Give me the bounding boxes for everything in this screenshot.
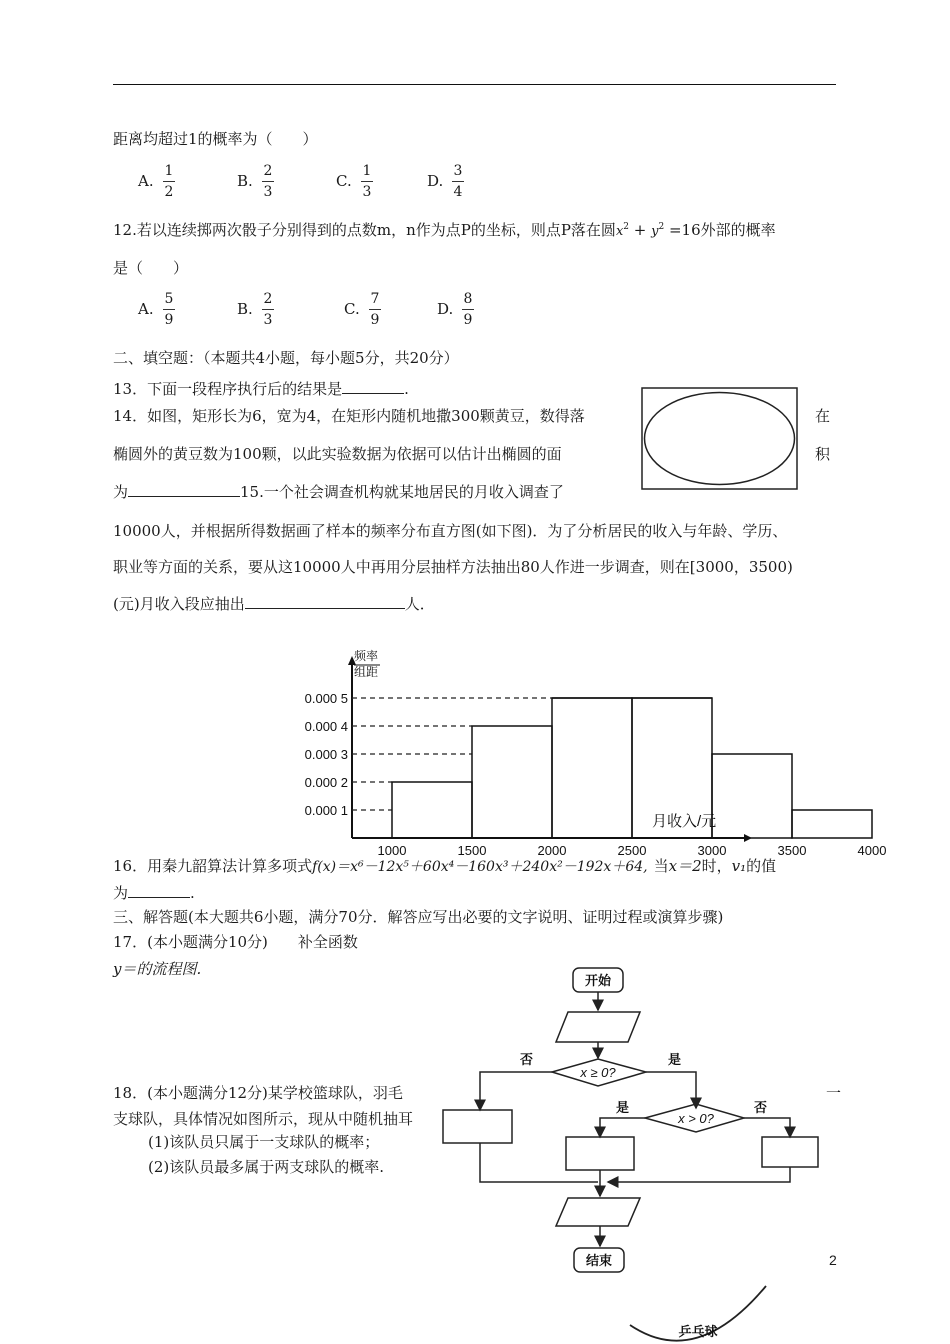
q15-line4: 10000人，并根据所得数据画了样本的频率分布直方图(如下图)．为了分析居民的收入与年龄、学历、 (113, 522, 788, 540)
q12-option-fraction (369, 290, 381, 329)
q12-text-end: =16外部的概率 (664, 221, 776, 239)
q17-line2: y＝的流程图. (113, 960, 202, 978)
x-tick-label: 2500 (617, 843, 647, 858)
q16-start: 16．用秦九韶算法计算多项式 (113, 857, 313, 875)
q12-line1 (113, 219, 776, 240)
numerator: 2 (263, 163, 273, 179)
y-axis-label-top: 频率 (354, 649, 379, 663)
q11-option-fraction (262, 162, 274, 201)
q11-option-label: B. (237, 172, 253, 190)
flow-edge (608, 1167, 790, 1182)
fraction-bar (262, 181, 274, 182)
y-tick-label: 0.000 5 (304, 691, 348, 706)
y-tick-label: 0.000 1 (304, 803, 348, 818)
denominator: 2 (164, 184, 174, 200)
q12-pow-y: 2 (658, 222, 665, 232)
y-axis-label-bottom: 组距 (354, 665, 379, 679)
denominator: 9 (463, 312, 473, 328)
histogram-bar (552, 698, 632, 838)
fraction-bar (262, 309, 274, 310)
x-tick-label: 3000 (697, 843, 727, 858)
flow-edge (480, 1143, 598, 1182)
numerator: 3 (453, 163, 463, 179)
q11-option-fraction (452, 162, 464, 201)
frequency-histogram (290, 640, 887, 860)
x-tick-label: 3500 (777, 843, 807, 858)
q13-text: 13．下面一段程序执行后的结果是 (113, 380, 343, 398)
q12-option-label: C. (344, 300, 360, 318)
fraction-bar (163, 181, 175, 182)
q12-plus: + (629, 221, 652, 239)
q12-line2: 是（ ） (113, 259, 189, 277)
x-tick-label: 2000 (537, 843, 567, 858)
q14-line3-start: 为 (113, 483, 129, 501)
q14-line3 (113, 481, 564, 502)
q15-start: 15.一个社会调查机构就某地居民的月收入调查了 (240, 483, 564, 501)
q18-line1-right: 一 (826, 1084, 842, 1102)
q11-option-label: C. (336, 172, 352, 190)
flow-end-label: 结束 (585, 1253, 613, 1268)
fraction-bar (452, 181, 464, 182)
q12-option-label: A. (138, 300, 154, 318)
fraction-bar (361, 181, 373, 182)
denominator: 4 (453, 184, 463, 200)
numerator: 1 (164, 163, 174, 179)
ellipse-in-rectangle-figure (641, 387, 799, 491)
denominator: 9 (164, 312, 174, 328)
fraction-bar (163, 309, 175, 310)
histogram-bar (392, 782, 472, 838)
y-tick-label: 0.000 4 (304, 719, 348, 734)
q16-tail: 的值 (746, 857, 777, 875)
q16-line2-end: . (190, 884, 195, 902)
histogram-bar (792, 810, 872, 838)
fraction-bar (369, 309, 381, 310)
q11-option-label: A. (138, 172, 154, 190)
flow-edge (744, 1118, 790, 1137)
denominator: 9 (370, 312, 380, 328)
flow-cond2-label: x > 0? (678, 1111, 714, 1126)
q15-line6-start: (元)月收入段应抽出 (113, 595, 245, 613)
y-tick-label: 0.000 2 (304, 775, 348, 790)
q15-line6-end: 人． (404, 595, 435, 613)
page-number: 2 (829, 1252, 837, 1268)
q15-answer-blank (245, 594, 405, 609)
q11-option-fraction (361, 162, 373, 201)
q11-option-label: D. (427, 172, 444, 190)
flow-edge (646, 1072, 696, 1108)
flow-no2-label: 否 (754, 1100, 768, 1115)
numerator: 7 (370, 291, 380, 307)
q13-end: . (404, 380, 409, 398)
q14-line2-right: 积 (815, 445, 831, 463)
q14-line1-right: 在 (815, 407, 831, 425)
q18-item1: (1)该队员只属于一支球队的概率； (148, 1133, 380, 1151)
section-solutions-heading: 三、解答题(本大题共6小题，满分70分．解答应写出必要的文字说明、证明过程或演算步骤) (113, 908, 724, 926)
q12-var-y: y (651, 224, 659, 239)
section-fill-in-heading: 二、填空题：（本题共4小题，每小题5分，共20分） (113, 349, 459, 367)
denominator: 3 (362, 184, 372, 200)
q14-line2: 椭圆外的黄豆数为100颗，以此实验数据为依据可以估计出椭圆的面 (113, 445, 562, 463)
q18-item2: (2)该队员最多属于两支球队的概率. (148, 1158, 385, 1176)
y-tick-label: 0.000 3 (304, 747, 348, 762)
ellipse (645, 393, 795, 485)
histogram-bar (472, 726, 552, 838)
denominator: 3 (263, 184, 273, 200)
flow-cond1-label: x ≥ 0? (580, 1065, 616, 1080)
q15-line6 (113, 593, 435, 614)
header-rule (113, 84, 836, 85)
flow-edge (480, 1072, 552, 1110)
flow-process-left (443, 1110, 512, 1143)
numerator: 8 (463, 291, 473, 307)
numerator: 2 (263, 291, 273, 307)
q12-var-x: x (615, 224, 624, 239)
denominator: 3 (263, 312, 273, 328)
q12-option-fraction (262, 290, 274, 329)
flow-start-label: 开始 (584, 973, 612, 988)
q18-line2: 支球队，具体情况如图所示，现从中随机抽耳 (113, 1110, 414, 1128)
flow-edge (600, 1118, 645, 1137)
q16-v1: v₁ (731, 857, 747, 875)
q12-option-fraction (163, 290, 175, 329)
q15-line5: 职业等方面的关系，要从这10000人中再用分层抽样方法抽出80人作进一步调查，则在[3000，3500) (113, 558, 793, 576)
q13 (113, 378, 409, 399)
flow-yes2-label: 是 (616, 1100, 630, 1115)
q12-text: 12.若以连续掷两次骰子分别得到的点数m，n作为点P的坐标，则点P落在圆 (113, 221, 616, 239)
q12-option-label: D. (437, 300, 454, 318)
q14-answer-blank (128, 482, 240, 497)
q13-answer-blank (342, 379, 404, 394)
q12-option-label: B. (237, 300, 253, 318)
q12-pow-x: 2 (623, 222, 630, 232)
venn-label: 乒乓球 (678, 1324, 718, 1339)
q16-x-value: x＝2 (668, 857, 702, 875)
histogram-bar (712, 754, 792, 838)
rectangle (642, 388, 797, 489)
flow-input-box (556, 1012, 640, 1042)
q16-line1 (113, 855, 776, 876)
flow-yes1-label: 是 (668, 1052, 682, 1067)
q16-polynomial: f(x)＝x⁶－12x⁵＋60x⁴－160x³＋240x²－192x＋64, (312, 859, 648, 875)
q12-option-fraction (462, 290, 474, 329)
fraction-bar (462, 309, 474, 310)
q11-stem: 距离均超过1的概率为（ ） (113, 130, 318, 148)
x-axis-label: 月收入/元 (652, 813, 717, 830)
q16-end: 时， (701, 857, 732, 875)
numerator: 5 (164, 291, 174, 307)
q16-line2 (113, 882, 195, 903)
x-tick-label: 1000 (377, 843, 407, 858)
q17-line1: 17．(本小题满分10分) 补全函数 (113, 933, 358, 951)
q16-mid: 当 (653, 857, 669, 875)
numerator: 1 (362, 163, 372, 179)
x-tick-label: 1500 (457, 843, 487, 858)
q16-answer-blank (128, 883, 190, 898)
x-tick-label: 4000 (857, 843, 887, 858)
q16-line2-start: 为 (113, 884, 129, 902)
q14-line1: 14．如图，矩形长为6，宽为4，在矩形内随机地撒300颗黄豆，数得落 (113, 407, 585, 425)
q11-option-fraction (163, 162, 175, 201)
q18-line1: 18．(本小题满分12分)某学校篮球队，羽毛 (113, 1084, 403, 1102)
flowchart (440, 960, 840, 1344)
flow-output-box (556, 1198, 640, 1226)
flow-process-middle (566, 1137, 634, 1170)
flow-no1-label: 否 (520, 1052, 534, 1067)
flow-process-right (762, 1137, 818, 1167)
